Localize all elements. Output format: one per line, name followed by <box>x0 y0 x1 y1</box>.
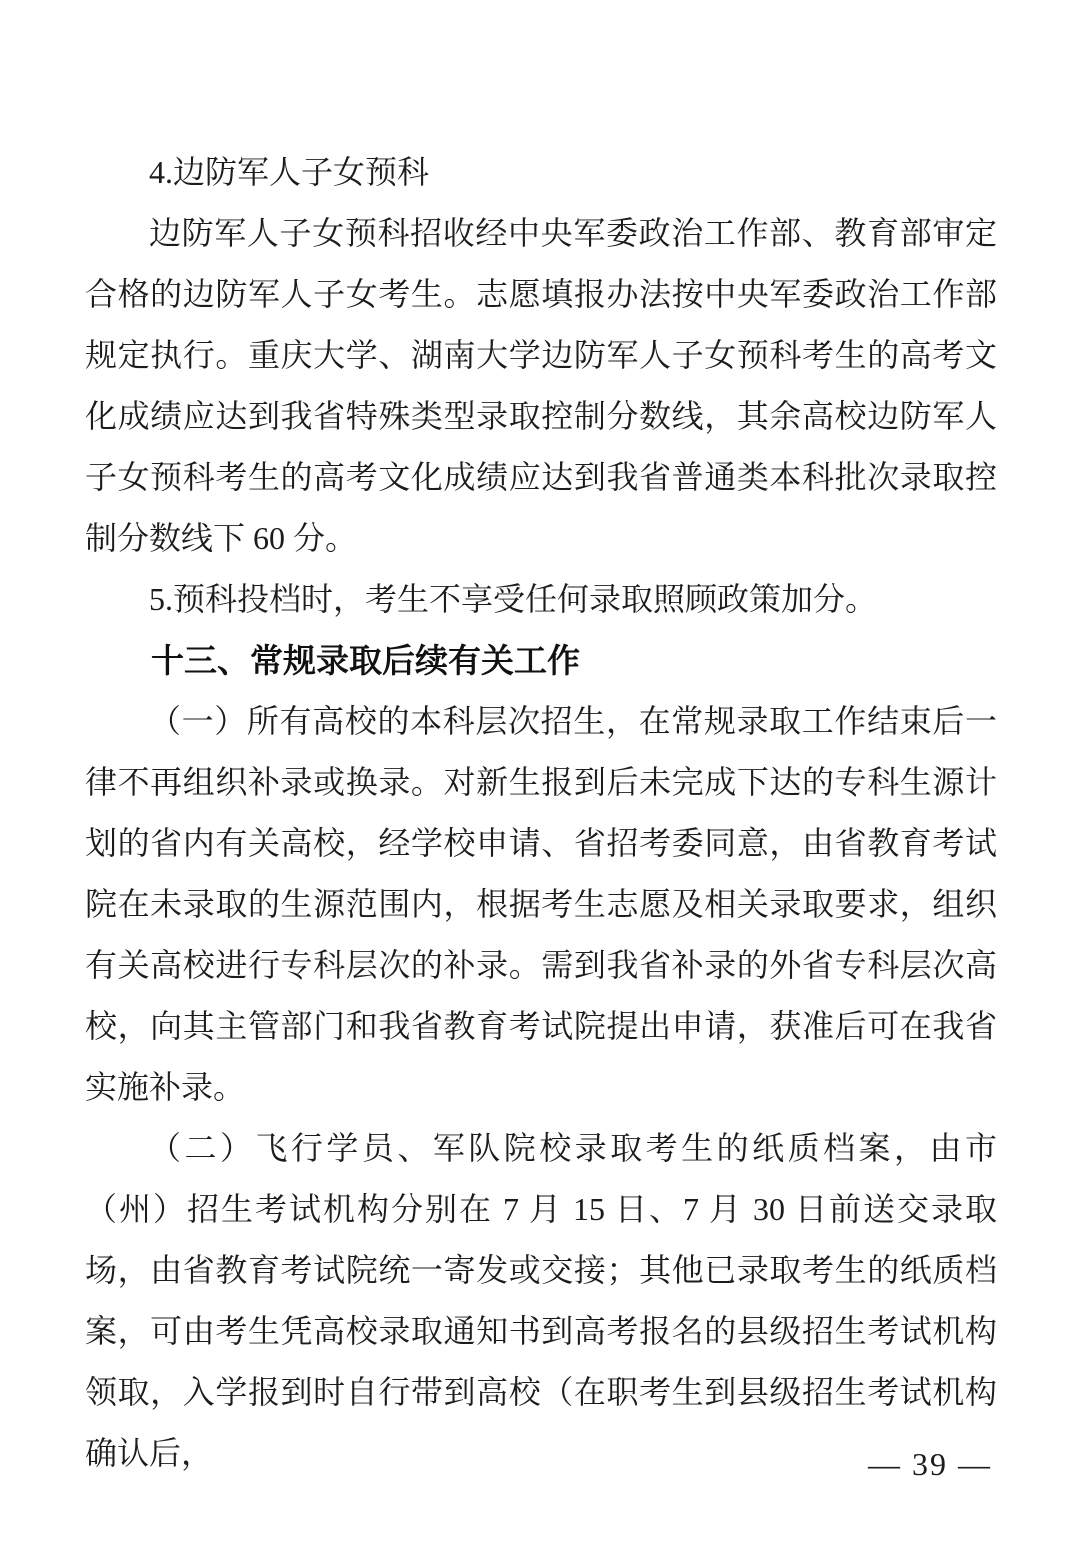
page-content <box>85 142 997 1484</box>
page-number: — 39 — <box>868 1446 992 1482</box>
section-13-heading: 十三、常规录取后续有关工作 <box>151 642 580 679</box>
section-13-paragraph-2: （二）飞行学员、军队院校录取考生的纸质档案，由市（州）招生考试机构分别在 7 月 15 日、7 月 30 日前送交录取场，由省教育考试院统一寄发或交接；其他已录取考生的纸质档案，可由考生凭高校录取通知书到高考报名的县级招生考试机构领取，入学报到时自行带到高校（在职考生到县级招生考试机构确认后， <box>85 1130 997 1471</box>
item-4-subheading: 4.边防军人子女预科 <box>149 154 430 190</box>
section-13-paragraph-1: （一）所有高校的本科层次招生，在常规录取工作结束后一律不再组织补录或换录。对新生报到后未完成下达的专科生源计划的省内有关高校，经学校申请、省招考委同意，由省教育考试院在未录取的生源范围内，根据考生志愿及相关录取要求，组织有关高校进行专科层次的补录。需到我省补录的外省专科层次高校，向其主管部门和我省教育考试院提出申请，获准后可在我省实施补录。 <box>85 703 997 1105</box>
item-5-paragraph: 5.预科投档时，考生不享受任何录取照顾政策加分。 <box>149 581 878 617</box>
item-4-body-paragraph: 边防军人子女预科招收经中央军委政治工作部、教育部审定合格的边防军人子女考生。志愿填报办法按中央军委政治工作部规定执行。重庆大学、湖南大学边防军人子女预科考生的高考文化成绩应达到我省特殊类型录取控制分数线，其余高校边防军人子女预科考生的高考文化成绩应达到我省普通类本科批次录取控制分数线下 60 分。 <box>85 215 997 556</box>
